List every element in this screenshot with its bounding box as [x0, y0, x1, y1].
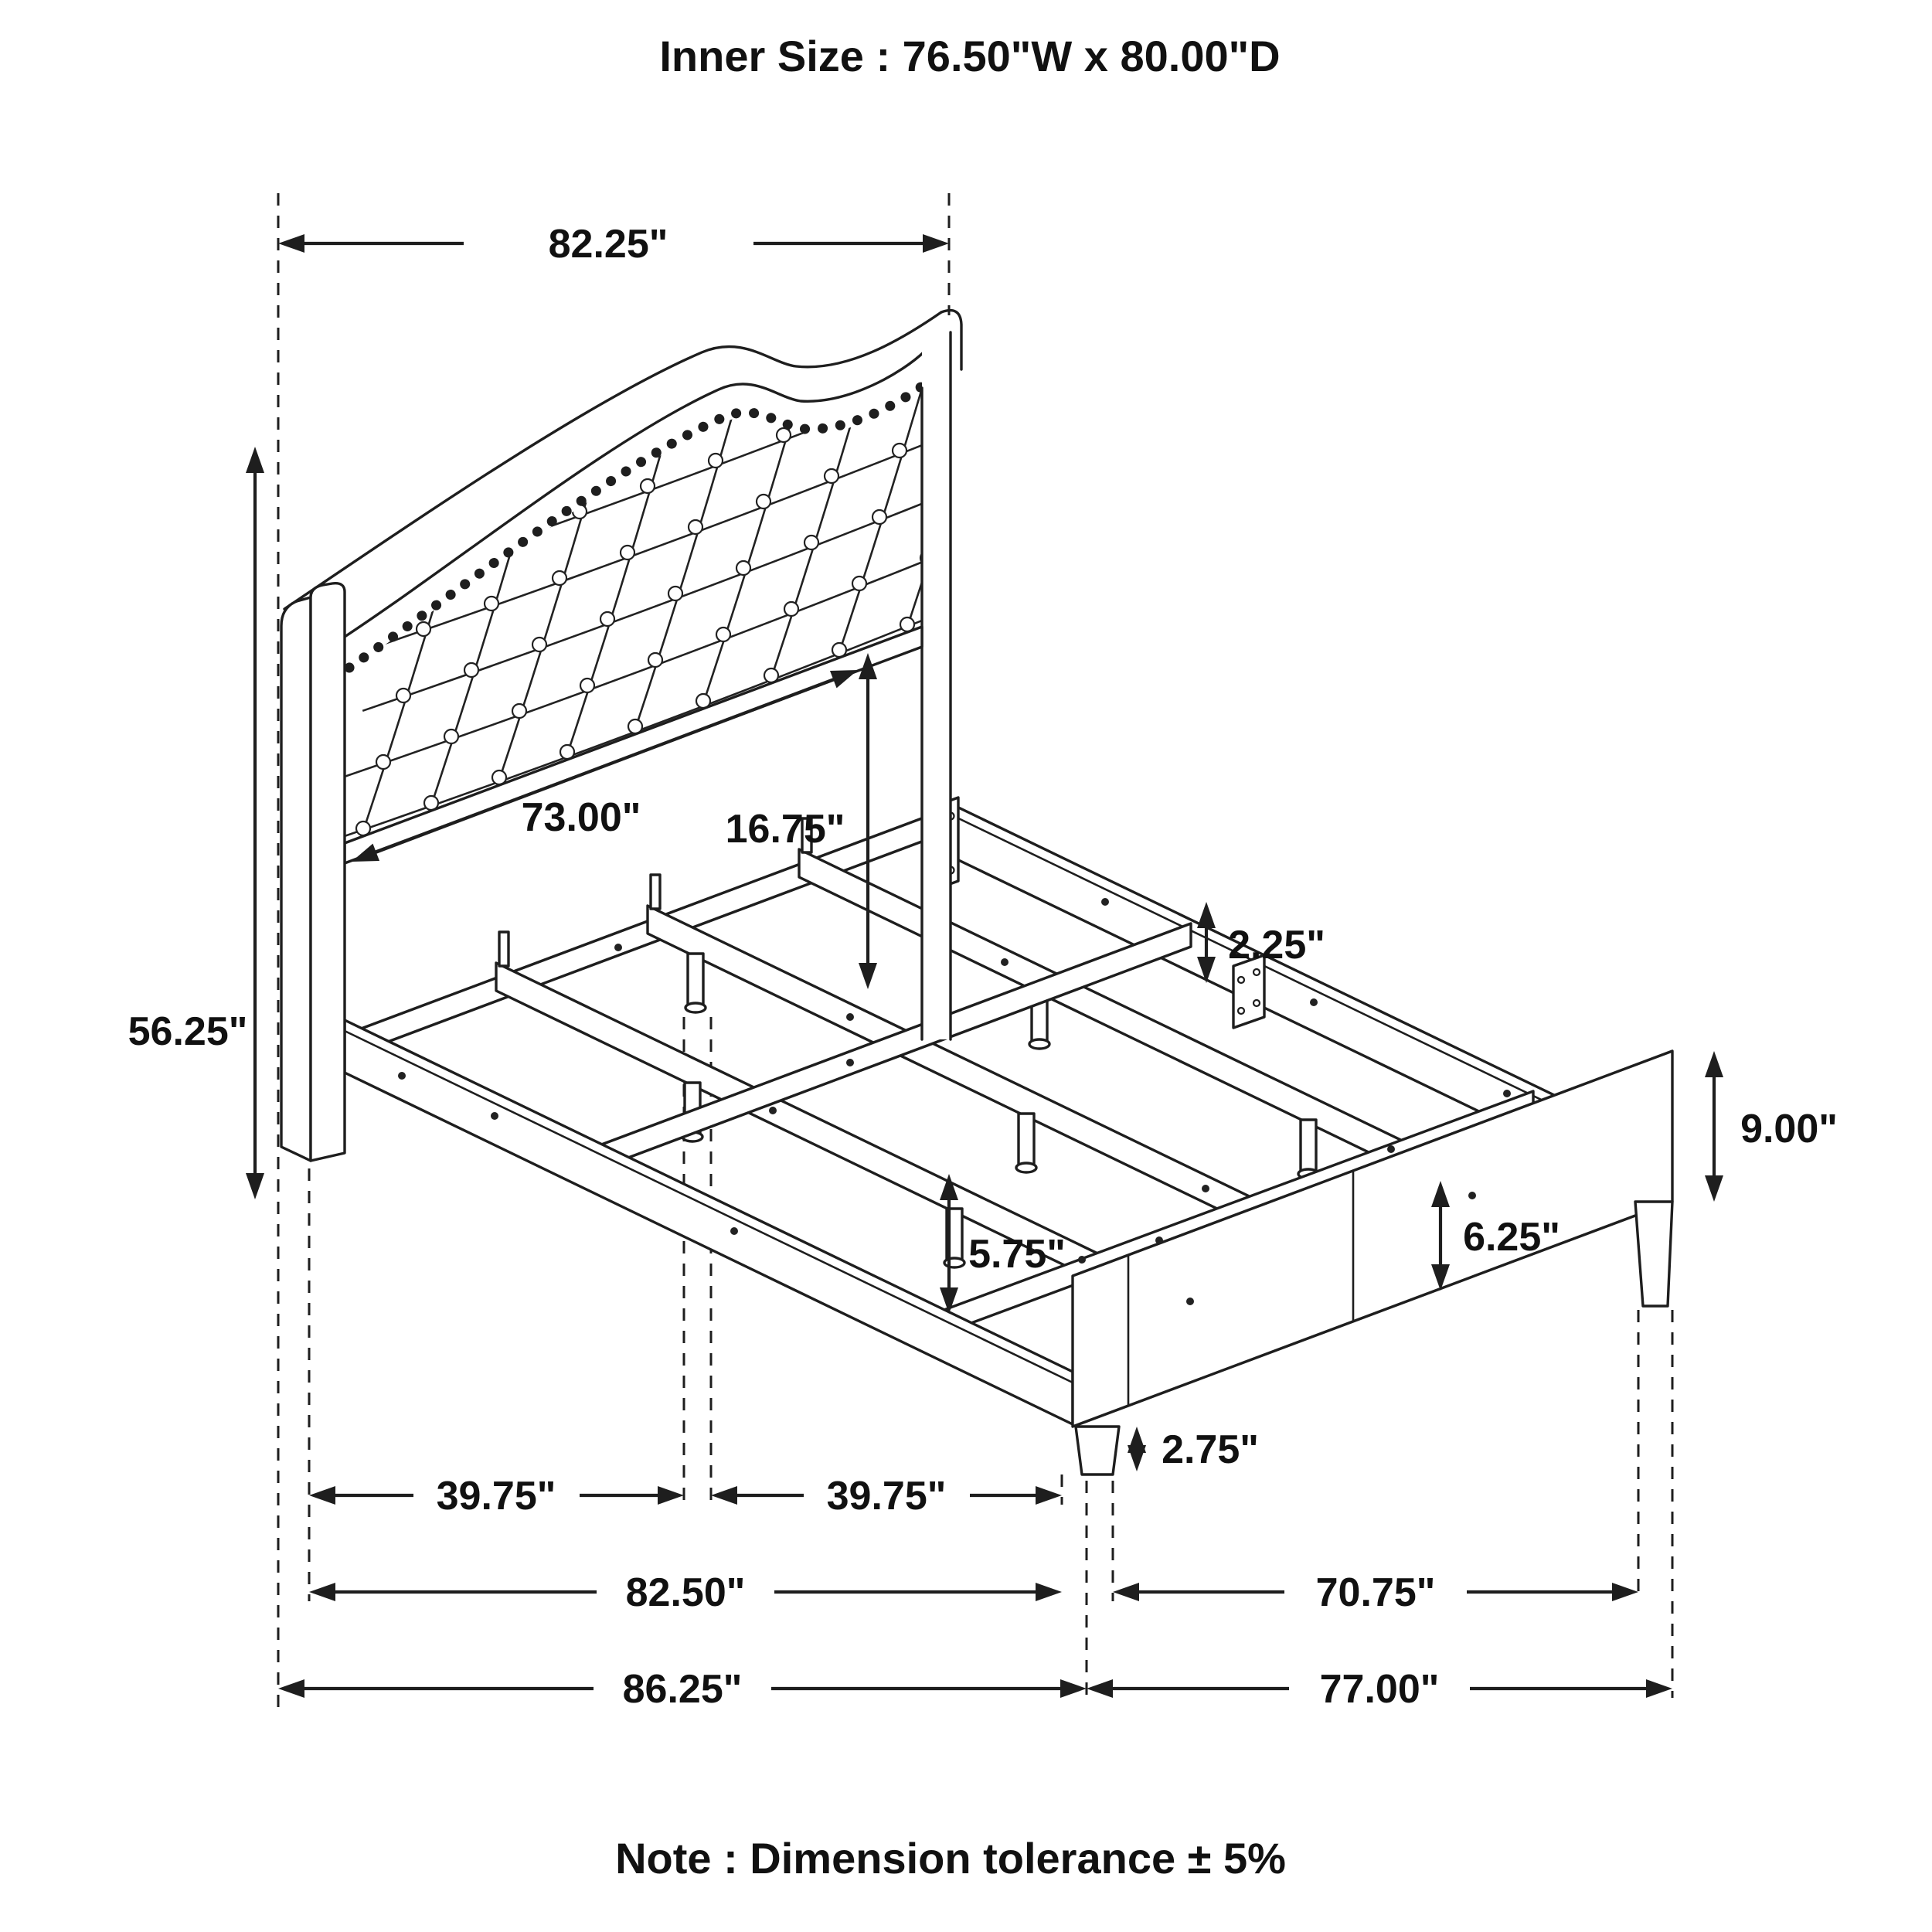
dim-39-75-right: [711, 1474, 1062, 1519]
bed-frame-drawing: [281, 160, 1672, 1475]
footboard: [1073, 1051, 1672, 1475]
headboard-left-post: [281, 583, 345, 1161]
tolerance-note: Note : Dimension tolerance ± 5%: [615, 1834, 1286, 1883]
svg-text:86.25": 86.25": [622, 1667, 743, 1712]
dim-2-75: [1128, 1427, 1259, 1472]
page-title: Inner Size : 76.50"W x 80.00"D: [659, 32, 1281, 80]
svg-text:2.75": 2.75": [1162, 1427, 1259, 1472]
svg-text:73.00": 73.00": [521, 795, 641, 840]
svg-text:5.75": 5.75": [968, 1232, 1066, 1277]
front-corner-leg: [1076, 1427, 1119, 1475]
dim-77-00: [1087, 1667, 1672, 1712]
svg-text:39.75": 39.75": [436, 1474, 556, 1519]
dim-70-75: [1113, 1570, 1638, 1615]
dim-82-50: [309, 1570, 1062, 1615]
svg-text:70.75": 70.75": [1315, 1570, 1436, 1615]
dim-82-25: [278, 222, 949, 267]
svg-text:39.75": 39.75": [826, 1474, 947, 1519]
svg-text:82.50": 82.50": [625, 1570, 746, 1615]
headboard-right-post: [922, 332, 951, 1039]
svg-text:77.00": 77.00": [1319, 1667, 1440, 1712]
svg-text:16.75": 16.75": [725, 807, 845, 852]
dim-39-75-left: [309, 1474, 684, 1519]
footboard-right-leg: [1635, 1202, 1672, 1306]
svg-text:82.25": 82.25": [548, 222, 668, 267]
svg-text:9.00": 9.00": [1740, 1107, 1838, 1151]
dim-56-25: [128, 447, 264, 1199]
dim-86-25: [278, 1667, 1087, 1712]
svg-text:6.25": 6.25": [1463, 1215, 1560, 1260]
svg-text:2.25": 2.25": [1228, 923, 1325, 968]
dim-9-00: [1705, 1051, 1838, 1202]
svg-text:56.25": 56.25": [128, 1009, 248, 1054]
